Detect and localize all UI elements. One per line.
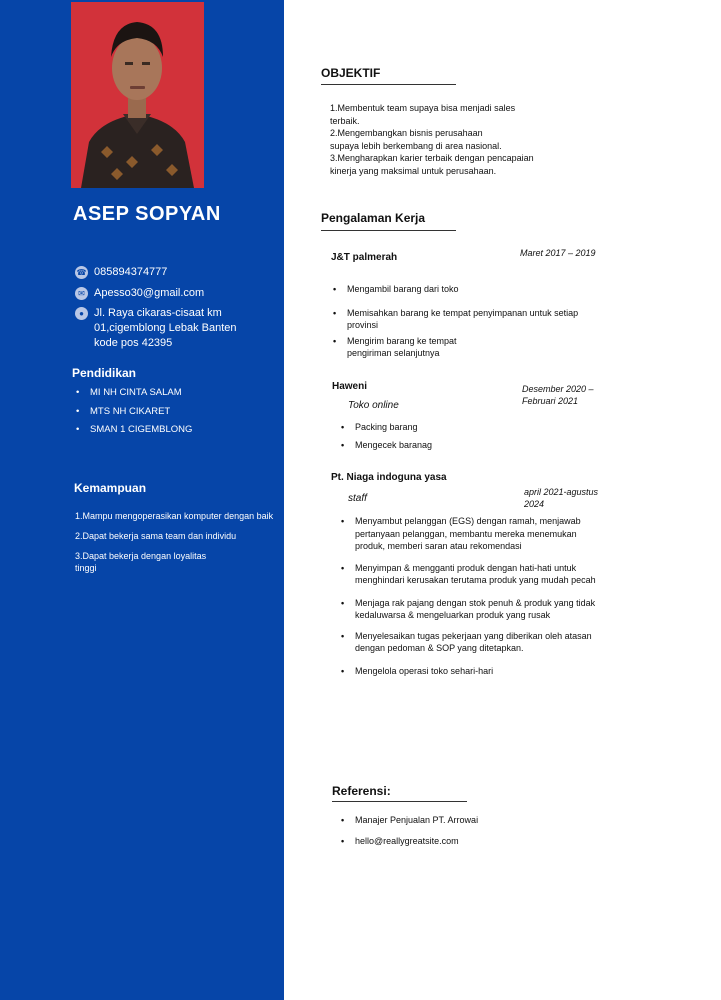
job-role: Toko online xyxy=(348,400,399,411)
objective-item: 1.Membentuk team supaya bisa menjadi sales terbaik. xyxy=(330,103,516,126)
job-bullet: • Packing barang xyxy=(341,421,541,434)
experience-heading: Pengalaman Kerja xyxy=(321,211,426,225)
job-date: Maret 2017 – 2019 xyxy=(520,248,596,258)
education-item: • SMAN 1 CIGEMBLONG xyxy=(76,423,192,442)
phone-text: 085894374777 xyxy=(94,266,168,278)
reference-item: • Manajer Penjualan PT. Arrowai xyxy=(341,814,541,827)
job-date: april 2021-agustus 2024 xyxy=(524,487,599,509)
skills-list xyxy=(75,510,285,582)
full-name: ASEP SOPYAN xyxy=(73,203,221,225)
education-item: • MTS NH CIKARET xyxy=(76,405,192,424)
location-pin-icon: ● xyxy=(75,307,88,320)
references-list xyxy=(341,814,541,847)
profile-photo xyxy=(71,2,204,188)
objective-item: 2.Mengembangkan bisnis perusahaan supaya lebih berkembang di area nasional. xyxy=(330,128,502,151)
job-bullets xyxy=(341,515,606,677)
job-company: Pt. Niaga indoguna yasa xyxy=(331,472,447,483)
objective-item: 3.Mengharapkan karier terbaik dengan pencapaian kinerja yang maksimal untuk perusahaan. xyxy=(330,153,534,176)
job-bullet: • Mengelola operasi toko sehari-hari xyxy=(341,665,606,678)
job-bullet: • Mengecek baranag xyxy=(341,439,541,452)
job-bullet: • Memisahkan barang ke tempat penyimpanan untuk setiap provinsi xyxy=(333,307,593,332)
email-row xyxy=(75,286,280,302)
job-bullet: • Menyambut pelanggan (EGS) dengan ramah, menjawab pertanyaan pelanggan, membantu mereka menemukan produk, memberi saran atau rekomendasi xyxy=(341,515,606,553)
objective-list xyxy=(330,102,570,178)
job-bullet: • Menyelesaikan tugas pekerjaan yang diberikan oleh atasan dengan pedoman & SOP yang ditetapkan. xyxy=(341,630,606,655)
job-bullets xyxy=(333,283,593,360)
job-bullet: • Mengirim barang ke tempat pengiriman selanjutnya xyxy=(333,335,477,360)
email-text: Apesso30@gmail.com xyxy=(94,287,205,299)
sidebar xyxy=(0,0,284,1000)
address-text: Jl. Raya cikaras-cisaat km 01,cigemblong Lebak Banten kode pos 42395 xyxy=(94,307,237,349)
skill-item: 3.Dapat bekerja dengan loyalitas tinggi xyxy=(75,551,207,573)
education-heading: Pendidikan xyxy=(72,366,137,380)
objective-heading: OBJEKTIF xyxy=(321,66,381,80)
phone-row xyxy=(75,265,280,281)
education-list xyxy=(76,386,192,442)
job-date: Desember 2020 – Februari 2021 xyxy=(522,384,594,406)
job-bullet: • Menyimpan & mengganti produk dengan hati-hati untuk menghindari kerusakan terutama produk yang mudah pecah xyxy=(341,562,606,587)
education-item: • MI NH CINTA SALAM xyxy=(76,386,192,405)
skills-heading: Kemampuan xyxy=(74,481,147,495)
reference-item: • hello@reallygreatsite.com xyxy=(341,835,541,848)
address-row xyxy=(75,306,280,352)
experience-underline xyxy=(321,230,456,231)
references-heading: Referensi: xyxy=(332,784,391,798)
skill-item: 2.Dapat bekerja sama team dan individu xyxy=(75,531,237,541)
phone-icon: ☎ xyxy=(76,268,87,277)
job-bullet: • Menjaga rak pajang dengan stok penuh & produk yang tidak kedaluwarsa & mengeluarkan produk yang rusak xyxy=(341,597,606,622)
objective-underline xyxy=(321,84,456,85)
job-bullets xyxy=(341,421,541,451)
job-bullet: • Mengambil barang dari toko xyxy=(333,283,593,296)
job-company: J&T palmerah xyxy=(331,252,398,263)
references-underline xyxy=(332,801,467,802)
job-company: Haweni xyxy=(332,381,368,392)
skill-item: 1.Mampu mengoperasikan komputer dengan baik xyxy=(75,511,274,521)
job-role: staff xyxy=(348,493,367,504)
envelope-icon: ✉ xyxy=(75,287,88,300)
